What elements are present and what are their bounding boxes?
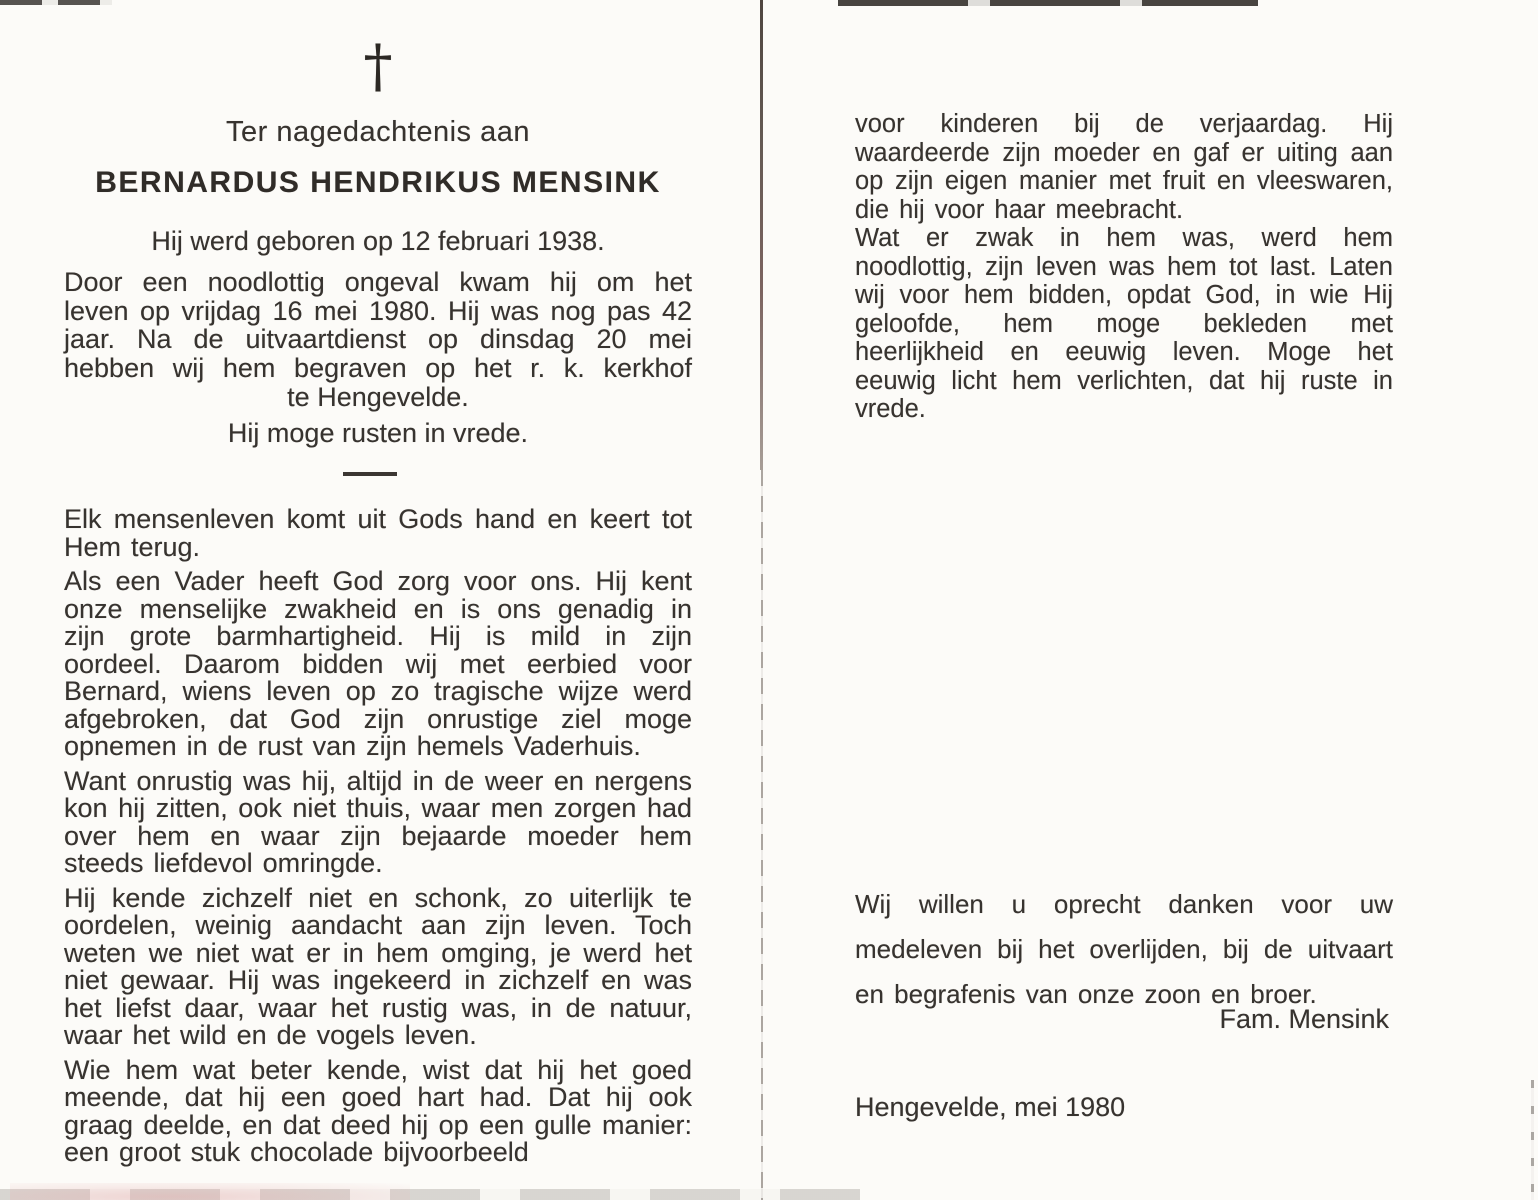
body-paragraph: Want onrustig was hij, altijd in de weer en nergens kon hij zitten, ook niet thuis, waar men zorgen had over hem en waar zijn bejaarde moeder hem steeds liefdevol omringde. — [64, 765, 692, 878]
right-page — [855, 0, 1393, 1200]
body-paragraph: Als een Vader heeft God zorg voor ons. Hij kent onze menselijke zwakheid en is ons genadig in zijn grote barmhartigheid. Hij is mild in zijn oordeel. Daarom bidden wij met eerbied voor Bernard, wiens leven op zo tragische wijze werd afgebroken, dat God zijn onrustige ziel moge opnemen in de rust van zijn hemels Vaderhuis. — [64, 566, 692, 761]
death-paragraph: Door een noodlottig ongeval kwam hij om het leven op vrijdag 16 mei 1980. Hij was nog pas 42 jaar. Na de uitvaartdienst op dinsdag 20 mei hebben wij hem begraven op het r. k. kerkhof — [64, 267, 692, 383]
death-place-line: te Hengevelde. — [287, 382, 469, 412]
left-page — [64, 0, 692, 1200]
rest-in-peace-line: Hij moge rusten in vrede. — [227, 418, 529, 448]
body-paragraph: Wat er zwak in hem was, werd hem noodlottig, zijn leven was hem tot last. Laten wij voor hem bidden, opdat God, in wie Hij geloofde, hem moge bekleden met heerlijkheid en eeuwig leven. Moge het eeuwig licht hem verlichten, dat hij ruste in vrede. — [855, 224, 1393, 423]
center-fold-line-lower — [761, 470, 763, 1200]
acknowledgement-paragraph: Wij willen u oprecht danken voor uw medeleven bij het overlijden, bij de uitvaart en begrafenis van onze zoon en broer. — [855, 889, 1393, 1009]
cross-icon: † — [363, 32, 393, 100]
deceased-name: BERNARDUS HENDRIKUS MENSINK — [95, 166, 661, 199]
memorial-intro-line: Ter nagedachtenis aan — [226, 116, 530, 148]
body-paragraph: Hij kende zichzelf niet en schonk, zo uiterlijk te oordelen, weinig aandacht aan zijn leven. Toch weten we niet wat er in hem omging, je werd het niet gewaar. Hij was ingekeerd in zichzelf en was het liefst daar, waar het rustig was, in de natuur, waar het wild en de vogels leven. — [64, 882, 692, 1050]
scan-edge-artifact-right — [1531, 1080, 1534, 1200]
section-divider — [343, 472, 397, 476]
place-and-date-line: Hengevelde, mei 1980 — [855, 1092, 1126, 1122]
body-paragraph: voor kinderen bij de verjaardag. Hij waardeerde zijn moeder en gaf er uiting aan op zijn eigen manier met fruit en vleeswaren, die hij voor haar meebracht. — [855, 110, 1393, 224]
center-fold-line — [760, 0, 763, 470]
family-signature: Fam. Mensink — [1219, 1004, 1389, 1034]
body-paragraph: Wie hem wat beter kende, wist dat hij het goed meende, dat hij een goed hart had. Dat hij ook graag deelde, en dat deed hij op een gulle manier: een groot stuk chocolade bijvoorbeeld — [64, 1054, 692, 1167]
left-page-body-text — [64, 506, 692, 1174]
birth-line: Hij werd geboren op 12 februari 1938. — [151, 226, 605, 256]
body-paragraph: Elk mensenleven komt uit Gods hand en keert tot Hem terug. — [64, 504, 692, 562]
